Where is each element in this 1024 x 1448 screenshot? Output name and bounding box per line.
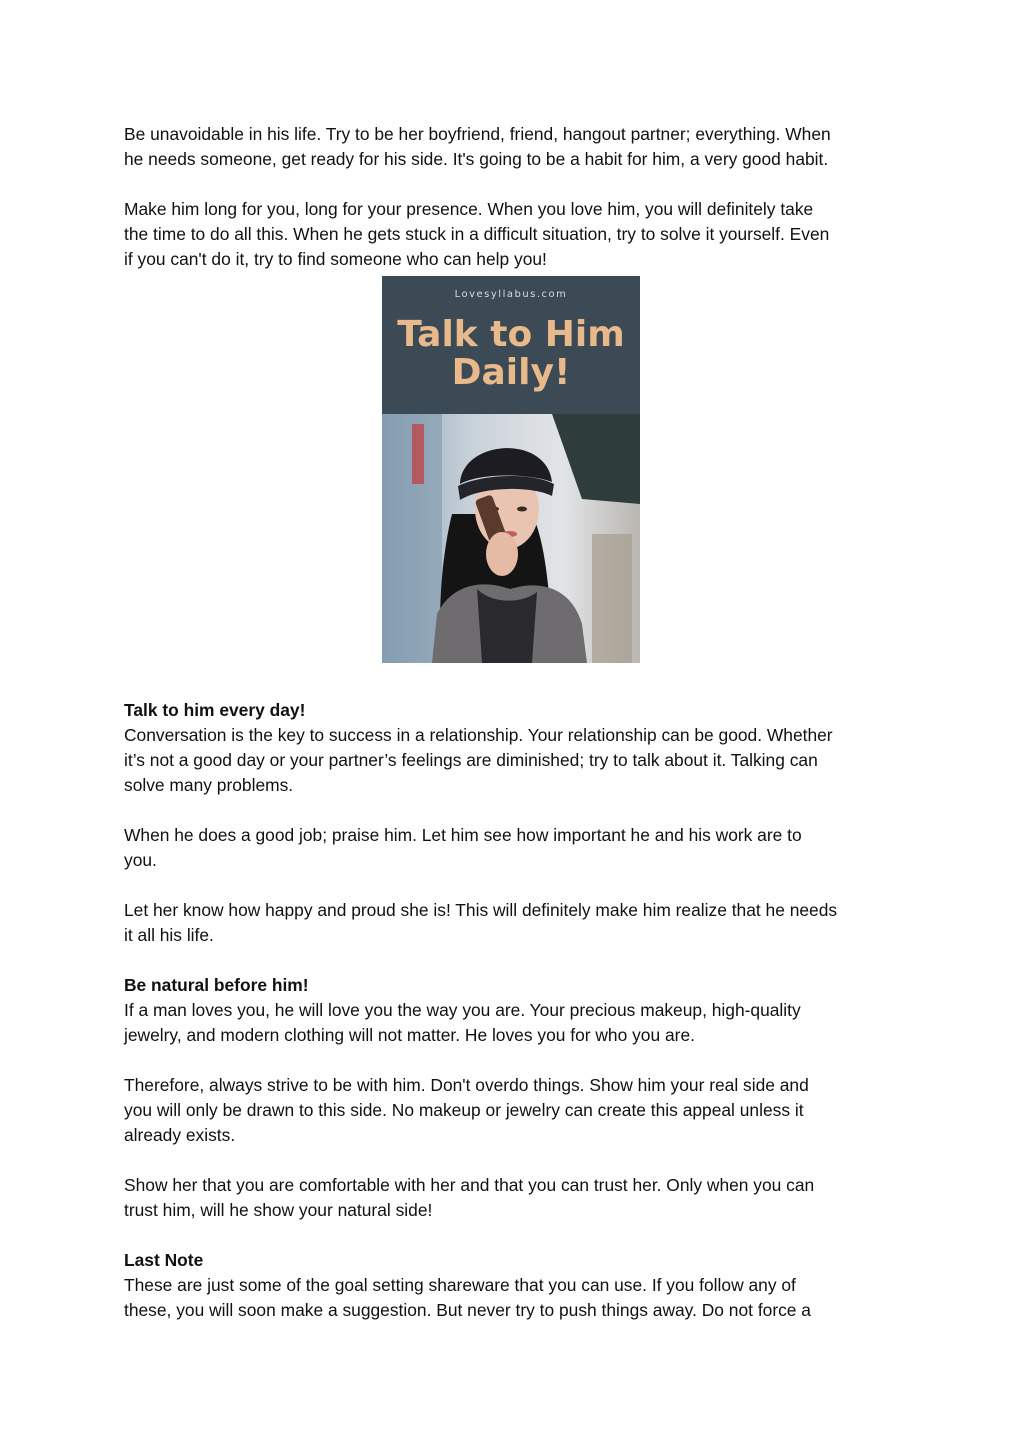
paragraph: These are just some of the goal setting shareware that you can use. If you follow any of these, you will soon make a suggestion. But never try to push things away. Do not force a (124, 1275, 811, 1320)
paragraph: Show her that you are comfortable with her and that you can trust her. Only when you can trust him, will he show your natural side! (124, 1175, 815, 1220)
image-banner (382, 276, 640, 414)
section-heading: Talk to him every day! (124, 700, 306, 720)
paragraph: When he does a good job; praise him. Let him see how important he and his work are to you. (124, 825, 802, 870)
paragraph: Therefore, always strive to be with him. Don't overdo things. Show him your real side and you will only be drawn to this side. No makeup or jewelry can create this appeal unless it already exists. (124, 1075, 809, 1145)
paragraph: Be unavoidable in his life. Try to be her boyfriend, friend, hangout partner; everything. When he needs someone, get ready for his side. It's going to be a habit for him, a very good habit. (124, 124, 831, 169)
paragraph: If a man loves you, he will love you the way you are. Your precious makeup, high-quality jewelry, and modern clothing will not matter. He loves you for who you are. (124, 1000, 801, 1045)
banner-site-label: Lovesyllabus.com (454, 289, 568, 300)
paragraph: Make him long for you, long for your presence. When you love him, you will definitely take the time to do all this. When he gets stuck in a difficult situation, try to solve it yourself. Even if you can't do it, try to find someone who can help you! (124, 199, 830, 269)
section-heading: Be natural before him! (124, 975, 309, 995)
banner-title: Talk to Him Daily! (397, 314, 625, 393)
woman-on-phone-photo (382, 414, 640, 663)
paragraph: Let her know how happy and proud she is! This will definitely make him realize that he needs it all his life. (124, 900, 838, 945)
article-image (382, 276, 640, 663)
document-page (124, 122, 904, 1323)
paragraph: Conversation is the key to success in a relationship. Your relationship can be good. Whether it’s not a good day or your partner’s feelings are diminished; try to talk about it. Talking can solve many problems. (124, 725, 833, 795)
section-heading: Last Note (124, 1250, 204, 1270)
